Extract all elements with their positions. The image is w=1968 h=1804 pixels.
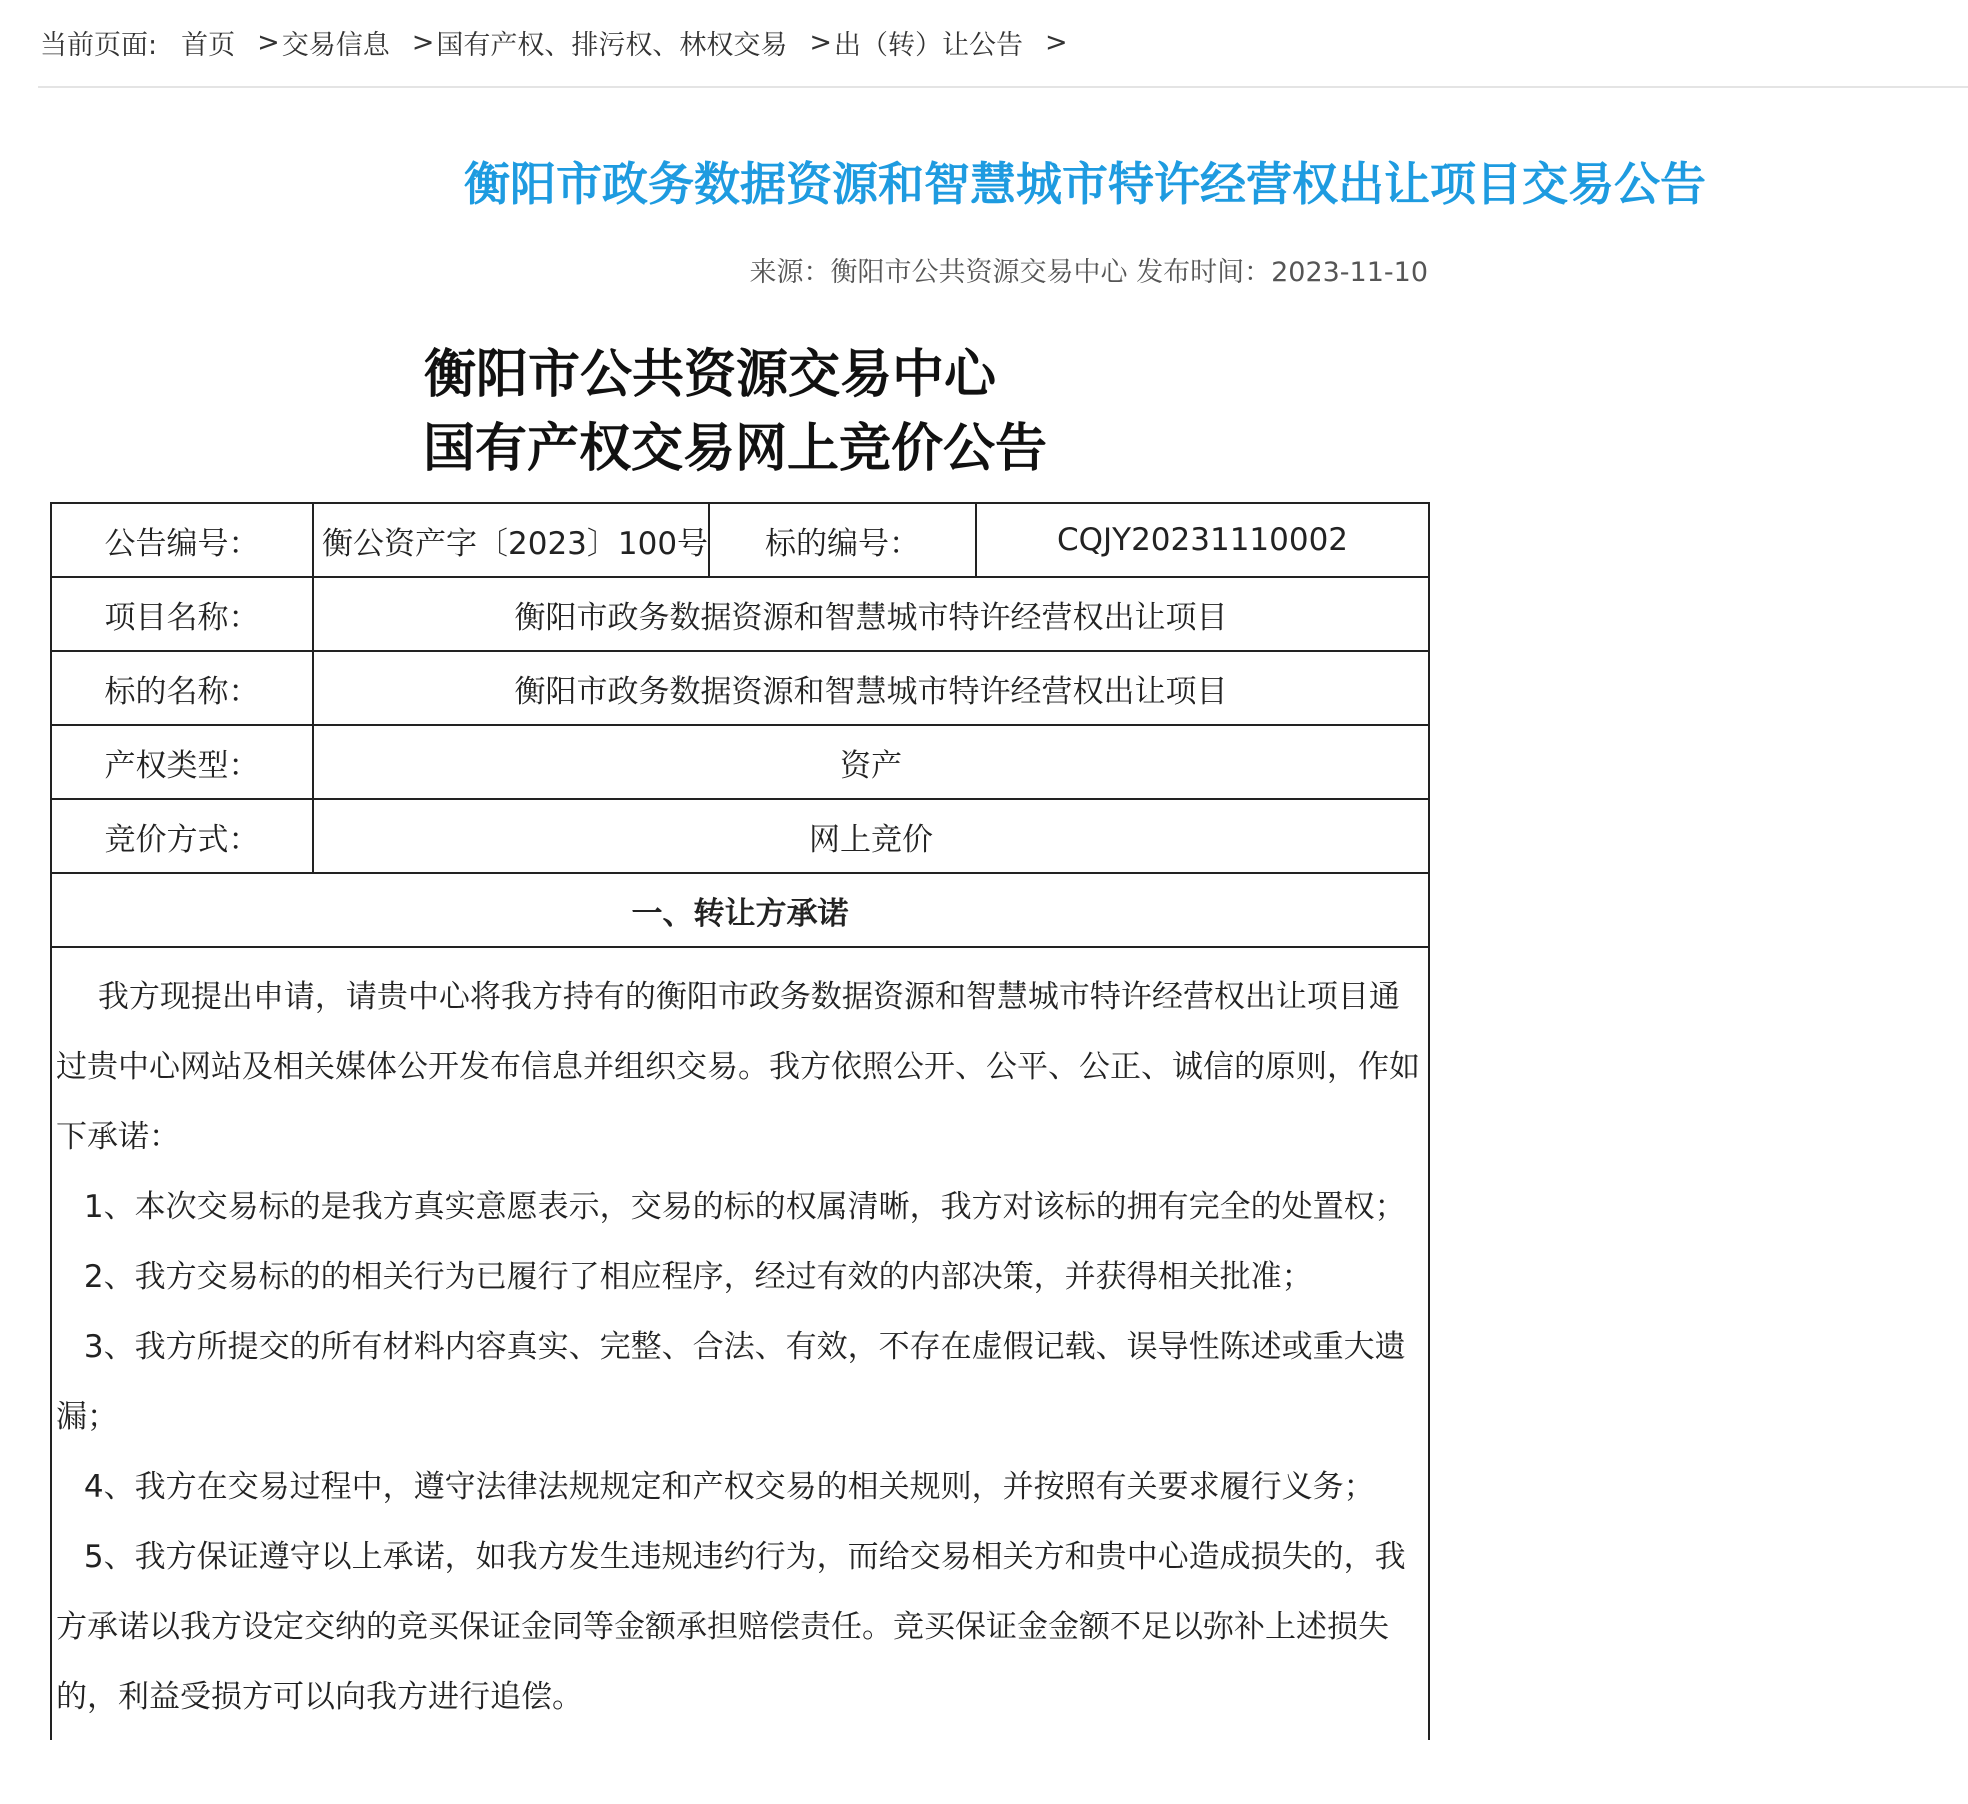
- target-no-value: CQJY20231110002: [976, 503, 1429, 577]
- table-row: [51, 577, 1429, 651]
- project-name-label: 项目名称：: [51, 577, 313, 651]
- bidding-method-value: 网上竞价: [313, 799, 1429, 873]
- announce-no-label: 公告编号：: [51, 503, 313, 577]
- property-type-label: 产权类型：: [51, 725, 313, 799]
- bidding-method-label: 竞价方式：: [51, 799, 313, 873]
- article-title: 衡阳市政务数据资源和智慧城市特许经营权出让项目交易公告: [464, 157, 1706, 211]
- commitment-body: [51, 947, 1429, 1740]
- table-row: [51, 799, 1429, 873]
- section-title: 一、转让方承诺: [51, 873, 1429, 947]
- commitment-intro: 我方现提出申请，请贵中心将我方持有的衡阳市政务数据资源和智慧城市特许经营权出让项目通过贵中心网站及相关媒体公开发布信息并组织交易。我方依照公开、公平、公正、诚信的原则，作如下承诺：: [56, 979, 1420, 1155]
- announcement-table: [50, 502, 1430, 1740]
- project-name-value: 衡阳市政务数据资源和智慧城市特许经营权出让项目: [313, 577, 1429, 651]
- target-no-label: 标的编号：: [709, 503, 976, 577]
- breadcrumb-separator: >: [257, 26, 280, 58]
- commitment-item: 1、本次交易标的是我方真实意愿表示，交易的标的权属清晰，我方对该标的拥有完全的处置权；: [83, 1189, 1406, 1225]
- table-row: [51, 873, 1429, 947]
- commitment-item: 4、我方在交易过程中，遵守法律法规规定和产权交易的相关规则，并按照有关要求履行义务；: [83, 1469, 1375, 1505]
- document-heading-line2: 国有产权交易网上竞价公告: [422, 419, 1047, 479]
- commitment-item: 3、我方所提交的所有材料内容真实、完整、合法、有效，不存在虚假记载、误导性陈述或重大遗漏；: [56, 1329, 1406, 1435]
- table-row: [51, 503, 1429, 577]
- breadcrumb: [40, 22, 1070, 62]
- breadcrumb-item-home[interactable]: 首页: [181, 29, 236, 61]
- breadcrumb-item-transfer-notice[interactable]: 出（转）让公告: [833, 29, 1023, 61]
- document-heading-line1: 衡阳市公共资源交易中心: [423, 345, 996, 405]
- commitment-item: 2、我方交易标的的相关行为已履行了相应程序，经过有效的内部决策，并获得相关批准；: [83, 1259, 1313, 1295]
- table-row: [51, 725, 1429, 799]
- announce-no-value: 衡公资产字〔2023〕100号: [313, 503, 709, 577]
- article-meta: 来源：衡阳市公共资源交易中心 发布时间：2023-11-10: [749, 257, 1428, 288]
- property-type-value: 资产: [313, 725, 1429, 799]
- breadcrumb-item-property-rights[interactable]: 国有产权、排污权、林权交易: [436, 29, 788, 61]
- document-heading: [50, 338, 1430, 486]
- breadcrumb-prefix: 当前页面:: [40, 29, 158, 61]
- breadcrumb-item-trade-info[interactable]: 交易信息: [281, 29, 390, 61]
- table-row: [51, 651, 1429, 725]
- breadcrumb-separator: >: [411, 26, 435, 58]
- table-row: [51, 947, 1429, 1740]
- breadcrumb-divider: [38, 86, 1968, 88]
- breadcrumb-separator: >: [809, 26, 832, 58]
- commitment-item: 5、我方保证遵守以上承诺，如我方发生违规违约行为，而给交易相关方和贵中心造成损失的，我方承诺以我方设定交纳的竞买保证金同等金额承担赔偿责任。竞买保证金金额不足以弥补上述损失的，利益受损方可以向我方进行追偿。: [56, 1539, 1406, 1715]
- breadcrumb-separator: >: [1044, 26, 1068, 58]
- target-name-label: 标的名称：: [51, 651, 313, 725]
- target-name-value: 衡阳市政务数据资源和智慧城市特许经营权出让项目: [313, 651, 1429, 725]
